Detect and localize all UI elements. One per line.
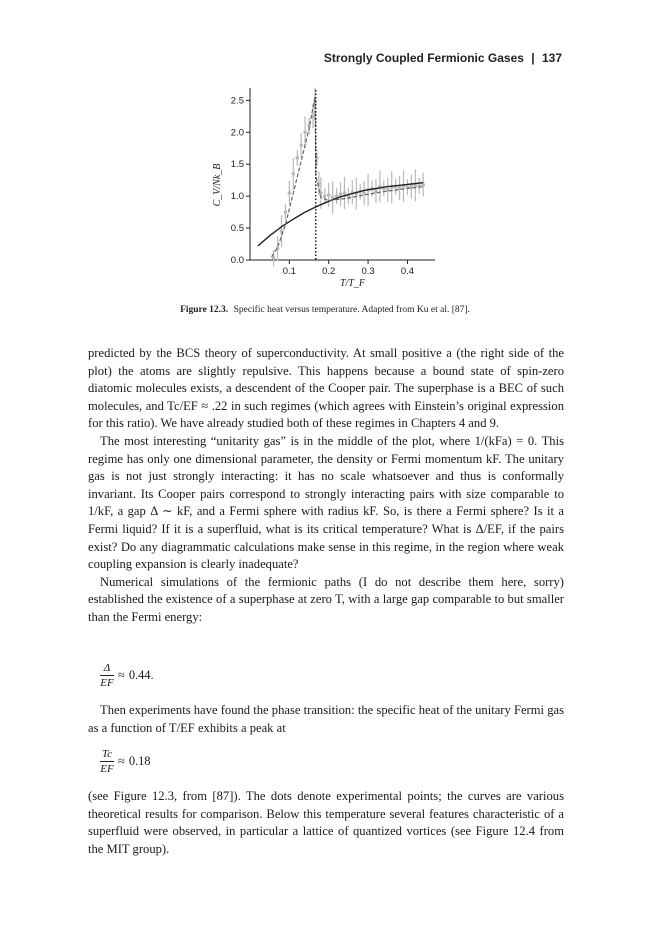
y-axis-label: C_V/Nk_B [212, 163, 223, 207]
figure-caption-text: Specific heat versus temperature. Adapted from Ku et al. [87]. [233, 305, 470, 315]
figure-caption-label: Figure 12.3. [180, 305, 229, 315]
paragraph-1: predicted by the BCS theory of superconductivity. At small positive a (the right side of the plot) the atoms are slightly repulsive. This happens because a bound state of spin-zero diatomic molecules exists, a descendent of the Cooper pair. The superphase is a BEC of such molecules, and Tc/EF ≈ .22 in such regimes (which agrees with Einstein’s original expression for this ratio). We have already studied both of these regimes in Chapters 4 and 9. [88, 346, 564, 431]
running-title: Strongly Coupled Fermionic Gases [323, 51, 524, 65]
data-point [303, 131, 307, 135]
equation-relation: ≈ [118, 668, 125, 682]
paragraph-4: Then experiments have found the phase transition: the specific heat of the unitary Fermi gas as a function of T/EF exhibits a peak at [88, 703, 564, 735]
x-tick-label: 0.1 [282, 266, 296, 277]
body-text-2 [88, 702, 564, 737]
data-point [288, 191, 292, 195]
data-point [323, 194, 327, 198]
theory-curve-dashed [272, 97, 424, 257]
equation-numerator: Δ [100, 662, 114, 676]
data-point [299, 143, 303, 147]
data-point [343, 191, 347, 195]
body-text [88, 345, 564, 627]
y-tick-label: 1.5 [230, 159, 244, 171]
y-tick-label: 2.0 [230, 127, 244, 139]
equation-fraction [100, 662, 114, 689]
data-point [272, 256, 276, 260]
running-head-separator: | [531, 51, 535, 65]
x-axis-label: T/T_F [339, 278, 366, 289]
equation-numerator: Tc [102, 748, 112, 760]
y-tick-label: 0.5 [230, 223, 244, 235]
y-tick-label: 1.0 [230, 191, 244, 203]
equation-critical-temperature [100, 748, 151, 775]
paragraph-2: The most interesting “unitarity gas” is in the middle of the plot, where 1/(kFa) = 0. This regime has only one dimensional parameter, the density or Fermi momentum kF. The unitary gas is not just strongly interacting: it has no scale whatsoever and thus is conformally invariant. Its Cooper pairs correspond to strongly interacting pairs with size comparable to 1/kF, a gap Δ ∼ kF, and a Fermi sphere with radius kF. So, is there a Fermi sphere? Is it a Fermi liquid? If it is a superfluid, what is its critical temperature? What is Δ/EF, if the pairs exist? Do any diagrammatic calculations make sense in this regime, in the region where weak coupling expansion is clearly inadequate? [88, 433, 564, 572]
data-point [327, 193, 331, 197]
equation-denominator: EF [100, 677, 114, 689]
y-tick-label: 0.0 [230, 255, 244, 266]
equation-value: 0.18 [128, 754, 151, 768]
x-tick-label: 0.2 [322, 266, 336, 277]
equation-fraction [100, 748, 114, 775]
page-number: 137 [541, 51, 562, 65]
data-point [291, 172, 295, 176]
specific-heat-chart [190, 80, 450, 300]
equation-value: 0.44. [128, 668, 154, 682]
data-point [339, 192, 343, 196]
x-tick-label: 0.4 [400, 266, 415, 277]
body-text-3 [88, 788, 564, 858]
paragraph-3: Numerical simulations of the fermionic paths (I do not describe them here, sorry) established the existence of a superphase at zero T, with a large gap comparable to but smaller than the Fermi energy: [88, 574, 564, 624]
data-point [284, 210, 288, 214]
paragraph-5: (see Figure 12.3, from [87]). The dots denote experimental points; the curves are various theoretical results for comparison. Below this temperature several features characteristic of a superfluid were observed, in particular a lattice of quantized vortices (see Figure 12.4 from the MIT group). [88, 789, 564, 856]
equation-denominator: EF [100, 763, 114, 775]
running-head [324, 51, 562, 65]
equation-gap-ratio [100, 662, 154, 689]
y-tick-label: 2.5 [230, 95, 244, 107]
figure-12-3 [190, 80, 450, 300]
x-tick-label: 0.3 [361, 266, 375, 277]
equation-relation: ≈ [118, 754, 125, 768]
figure-caption [0, 305, 650, 315]
data-point [295, 156, 299, 160]
